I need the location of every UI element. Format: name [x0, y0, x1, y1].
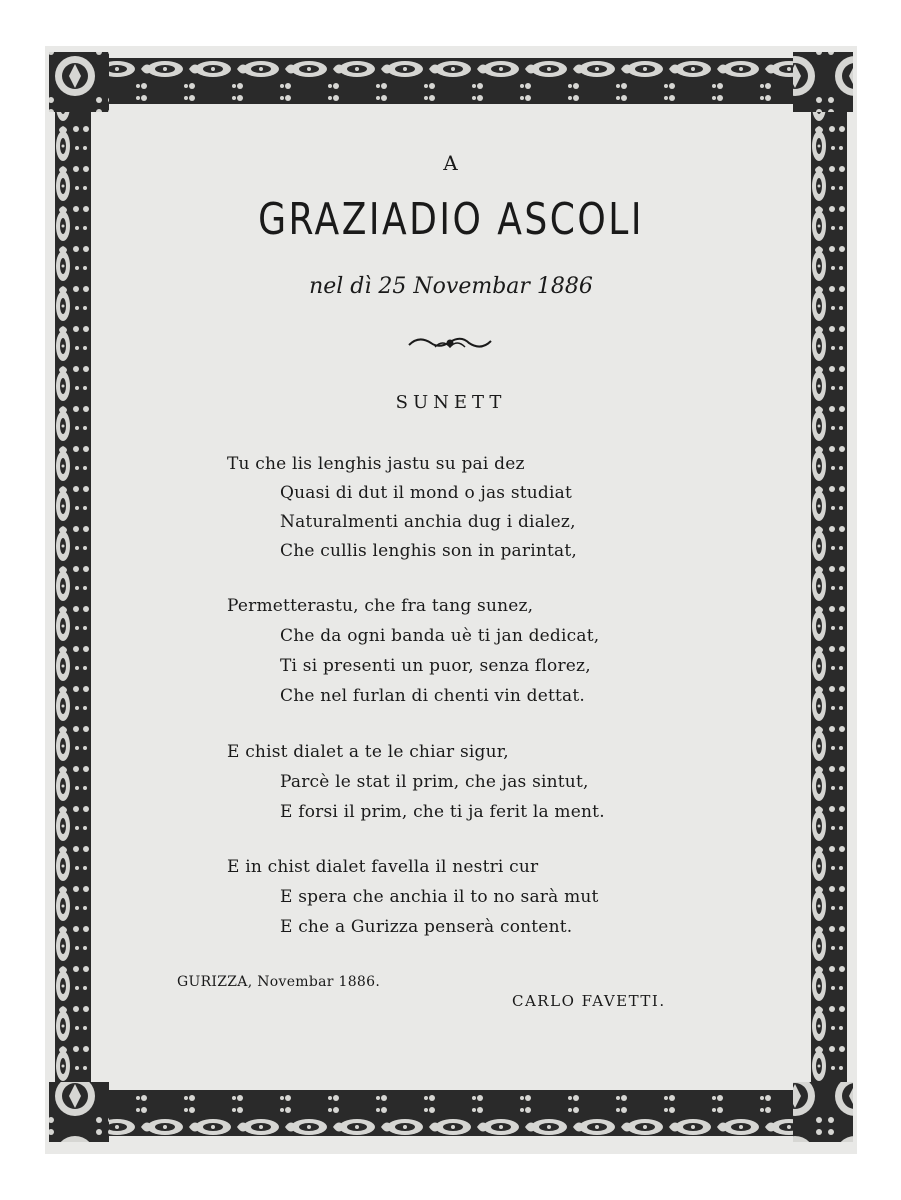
dedication-date: nel dì 25 Novembar 1886	[309, 274, 593, 299]
corner-bottom-right	[793, 1082, 853, 1142]
verse-line: Tu che lis lenghis jastu su pai dez	[227, 454, 525, 474]
verse-line: Permetterastu, che fra tang sunez,	[227, 596, 534, 616]
corner-top-left	[49, 52, 109, 112]
dedication-prefix: A	[443, 151, 459, 175]
verse-line: E forsi il prim, che ti ja ferit la ment.	[280, 802, 605, 822]
verse-line: Naturalmenti anchia dug i dialez,	[280, 512, 576, 532]
verse-line: Quasi di dut il mond o jas studiat	[280, 483, 573, 503]
dedication-name: GRAZIADIO ASCOLI	[258, 194, 644, 245]
verse-line: E che a Gurizza penserà content.	[280, 917, 573, 937]
verse-line: Parcè le stat il prim, che jas sintut,	[280, 772, 589, 792]
verse-line: Che da ogni banda uè ti jan dedicat,	[280, 626, 600, 646]
verse-line: Che nel furlan di chenti vin dettat.	[280, 686, 586, 706]
verse-line: E in chist dialet favella il nestri cur	[227, 857, 539, 877]
printed-page	[45, 46, 857, 1154]
border-right	[811, 104, 847, 1090]
border-left	[55, 104, 91, 1090]
verse-line: E spera che anchia il to no sarà mut	[280, 887, 599, 907]
author-signature: CARLO FAVETTI.	[512, 992, 666, 1010]
verse-line: E chist dialet a te le chiar sigur,	[227, 742, 509, 762]
place-date: GURIZZA, Novembar 1886.	[177, 974, 381, 990]
verse-line: Che cullis lenghis son in parintat,	[280, 541, 578, 561]
verse-line: Ti si presenti un puor, senza florez,	[280, 656, 591, 676]
corner-top-right	[793, 52, 853, 112]
fleuron-ornament	[405, 333, 495, 353]
corner-bottom-left	[49, 1082, 109, 1142]
border-bottom	[53, 1090, 849, 1136]
poem-title: SUNETT	[395, 392, 507, 413]
border-top	[53, 58, 849, 104]
